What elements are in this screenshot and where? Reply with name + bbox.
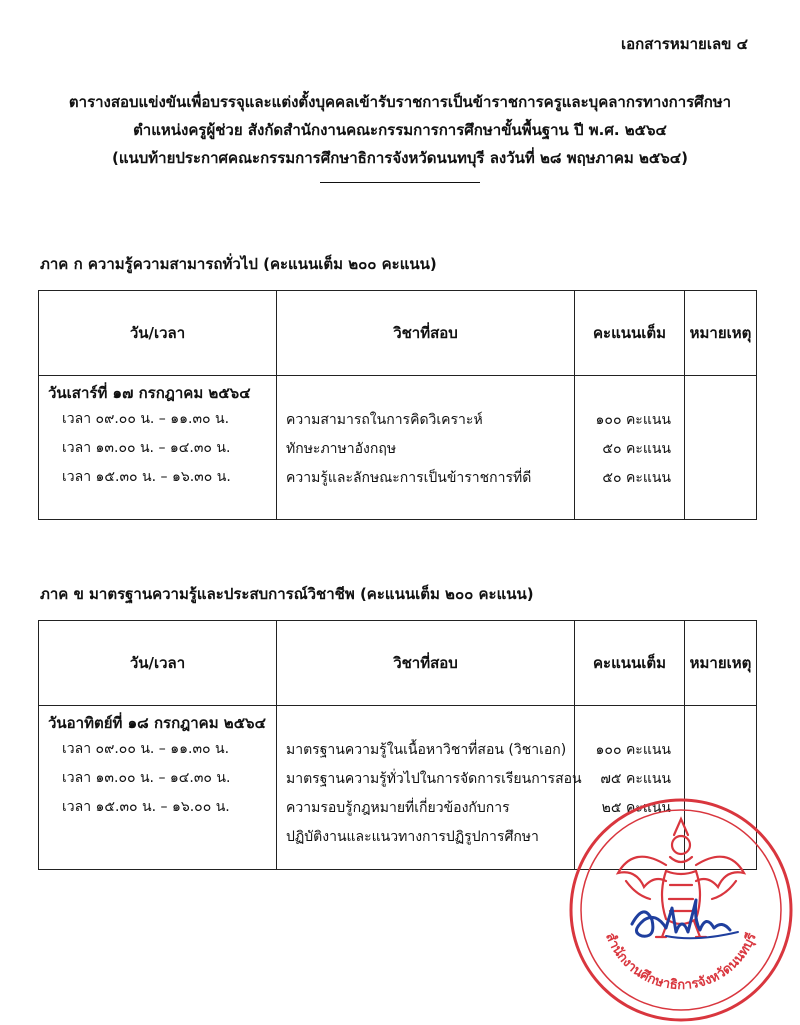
- table-header-row: [39, 291, 757, 376]
- seal-text: สำนักงานศึกษาธิการจังหวัดนนทบุรี: [602, 930, 760, 994]
- subject-cell: [277, 376, 575, 520]
- document-number: เอกสารหมายเลข ๔: [621, 35, 748, 53]
- table-header-row: [39, 621, 757, 706]
- exam-subject: ความสามารถในการคิดวิเคราะห์: [286, 412, 483, 428]
- exam-subject: ทักษะภาษาอังกฤษ: [286, 441, 397, 457]
- exam-score: ๕๐ คะแนน: [602, 441, 671, 457]
- section-b-table: [38, 620, 757, 870]
- table-row: [39, 706, 757, 870]
- signature-icon: [626, 880, 746, 960]
- exam-score: ๑๐๐ คะแนน: [595, 742, 671, 758]
- exam-score: ๒๕ คะแนน: [601, 800, 671, 816]
- header-datetime: วัน/เวลา: [39, 291, 277, 376]
- header-remark: หมายเหตุ: [685, 621, 757, 706]
- exam-time: เวลา ๑๕.๓๐ น. – ๑๖.๐๐ น.: [62, 799, 230, 815]
- exam-subject: มาตรฐานความรู้ทั่วไปในการจัดการเรียนการสอน: [286, 771, 582, 787]
- header-score: คะแนนเต็ม: [575, 621, 685, 706]
- table-row: [39, 376, 757, 520]
- exam-score: ๗๕ คะแนน: [600, 771, 671, 787]
- exam-subject: ความรู้และลักษณะการเป็นข้าราชการที่ดี: [286, 470, 532, 486]
- exam-time: เวลา ๑๕.๓๐ น. – ๑๖.๓๐ น.: [62, 469, 231, 485]
- header-subject: วิชาที่สอบ: [277, 621, 575, 706]
- subject-cell: [277, 706, 582, 870]
- exam-subject: ความรอบรู้กฎหมายที่เกี่ยวข้องกับการ: [286, 800, 510, 816]
- exam-time: เวลา ๑๓.๐๐ น. – ๑๔.๓๐ น.: [62, 770, 231, 786]
- exam-score: ๕๐ คะแนน: [602, 470, 671, 486]
- remark-cell: [685, 376, 757, 520]
- remark-cell: [685, 706, 757, 870]
- header-remark: หมายเหตุ: [685, 291, 757, 376]
- exam-day: วันอาทิตย์ที่ ๑๘ กรกฎาคม ๒๕๖๔: [48, 714, 266, 732]
- title-line-2: ตำแหน่งครูผู้ช่วย สังกัดสำนักงานคณะกรรมการการศึกษาขั้นพื้นฐาน ปี พ.ศ. ๒๕๖๔: [133, 121, 667, 139]
- exam-score: ๑๐๐ คะแนน: [595, 412, 671, 428]
- score-cell: [575, 376, 685, 520]
- title-underline: [320, 182, 480, 183]
- section-a-table: [38, 290, 757, 520]
- header-datetime: วัน/เวลา: [39, 621, 277, 706]
- header-score: คะแนนเต็ม: [575, 291, 685, 376]
- svg-text:สำนักงานศึกษาธิการจังหวัดนนทบุ: [602, 930, 760, 993]
- exam-subject: ปฏิบัติงานและแนวทางการปฏิรูปการศึกษา: [286, 829, 539, 845]
- score-cell: [575, 706, 685, 870]
- exam-time: เวลา ๐๙.๐๐ น. – ๑๑.๓๐ น.: [62, 411, 230, 427]
- exam-time: เวลา ๐๙.๐๐ น. – ๑๑.๓๐ น.: [62, 741, 230, 757]
- title-line-3: (แนบท้ายประกาศคณะกรรมการศึกษาธิการจังหวัดนนทบุรี ลงวันที่ ๒๘ พฤษภาคม ๒๕๖๔): [112, 149, 688, 167]
- section-a-heading: ภาค ก ความรู้ความสามารถทั่วไป (คะแนนเต็ม ๒๐๐ คะแนน): [40, 255, 437, 273]
- datetime-cell: [39, 706, 277, 870]
- document-title: [0, 88, 800, 183]
- exam-subject: มาตรฐานความรู้ในเนื้อหาวิชาที่สอน (วิชาเอก): [286, 742, 567, 758]
- datetime-cell: [39, 376, 277, 520]
- title-line-1: ตารางสอบแข่งขันเพื่อบรรจุและแต่งตั้งบุคคลเข้ารับราชการเป็นข้าราชการครูและบุคลากรทางการศึกษา: [68, 93, 732, 111]
- exam-day: วันเสาร์ที่ ๑๗ กรกฎาคม ๒๕๖๔: [48, 384, 251, 402]
- header-subject: วิชาที่สอบ: [277, 291, 575, 376]
- exam-time: เวลา ๑๓.๐๐ น. – ๑๔.๓๐ น.: [62, 440, 231, 456]
- section-b-heading: ภาค ข มาตรฐานความรู้และประสบการณ์วิชาชีพ (คะแนนเต็ม ๒๐๐ คะแนน): [40, 585, 534, 603]
